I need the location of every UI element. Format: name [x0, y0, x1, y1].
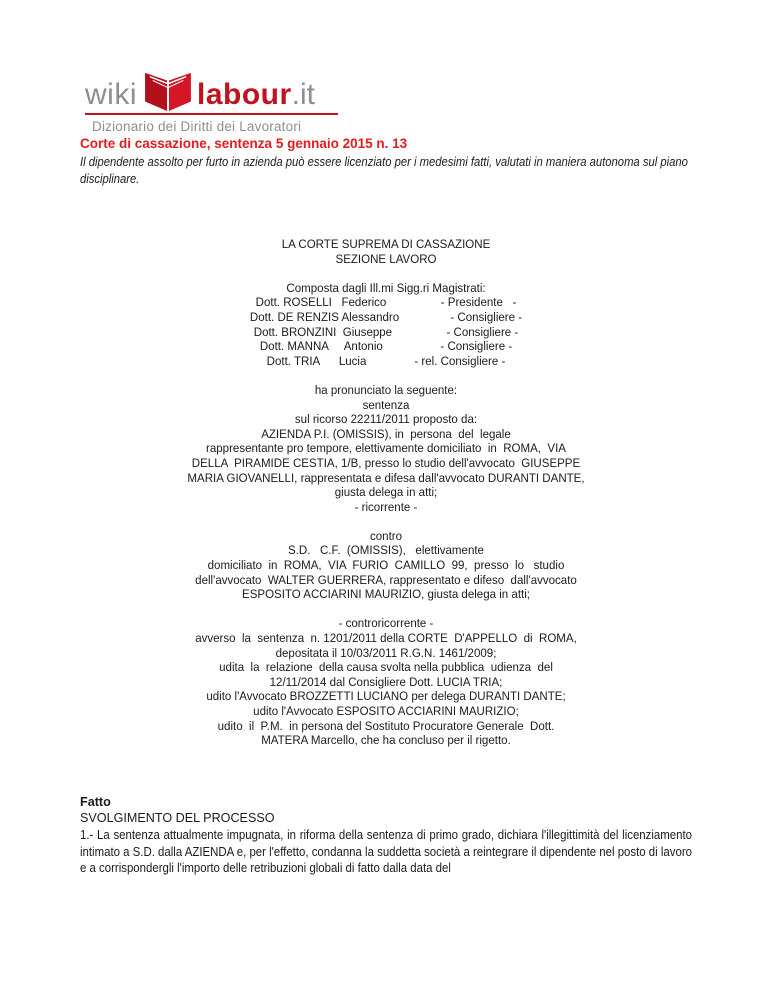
- court-line: Composta dagli Ill.mi Sigg.ri Magistrati:: [286, 280, 486, 295]
- logo-tagline: Dizionario dei Diritti dei Lavoratori: [92, 119, 302, 134]
- fatto-paragraph: 1.- La sentenza attualmente impugnata, in riforma della sentenza di primo grado, dichiara l'illegittimità del licenziamento intimato a S.D. dalla AZIENDA e, per l'effetto, condanna la suddetta società a reintegrare il dipendente nel posto di lavoro e a corrispondergli l'importo delle retribuzioni globali di fatto dalla data del: [80, 827, 692, 876]
- logo-labour-text: labour: [197, 78, 292, 111]
- fatto-subheading: SVOLGIMENTO DEL PROCESSO: [80, 811, 275, 826]
- court-line: [80, 514, 692, 529]
- court-line: - controricorrente -: [338, 616, 434, 631]
- court-line: S.D. C.F. (OMISSIS), elettivamente: [288, 543, 484, 558]
- court-line: [80, 368, 692, 383]
- court-line: AZIENDA P.I. (OMISSIS), in persona del legale: [261, 426, 511, 441]
- court-line: MATERA Marcello, che ha concluso per il rigetto.: [261, 733, 511, 748]
- court-line: depositata il 10/03/2011 R.G.N. 1461/2009;: [275, 645, 497, 660]
- court-line: udito il P.M. in persona del Sostituto Procuratore Generale Dott.: [217, 718, 555, 733]
- court-line: Dott. TRIA Lucia - rel. Consigliere -: [266, 353, 506, 368]
- fatto-heading: Fatto: [80, 794, 111, 809]
- wikilabour-logo[interactable]: [85, 70, 338, 134]
- court-line: LA CORTE SUPREMA DI CASSAZIONE: [281, 237, 491, 251]
- court-line: Dott. DE RENZIS Alessandro - Consigliere -: [249, 309, 523, 324]
- logo-divider: [85, 113, 338, 115]
- court-line: [80, 266, 692, 281]
- court-line: [80, 602, 692, 617]
- court-line: sul ricorso 22211/2011 proposto da:: [294, 412, 478, 427]
- court-line: MARIA GIOVANELLI, rappresentata e difesa dall'avvocato DURANTI DANTE,: [187, 470, 585, 485]
- court-line: ESPOSITO ACCIARINI MAURIZIO, giusta delega in atti;: [242, 587, 530, 602]
- court-line: udito l'Avvocato ESPOSITO ACCIARINI MAURIZIO;: [253, 704, 519, 718]
- court-line: avverso la sentenza n. 1201/2011 della CORTE D'APPELLO di ROMA,: [195, 631, 577, 646]
- court-line: sentenza: [362, 397, 410, 412]
- logo-wiki-text: wiki: [85, 78, 137, 111]
- court-line: udita la relazione della causa svolta nella pubblica udienza del: [219, 660, 553, 675]
- fatto-section: [80, 794, 692, 877]
- sentence-abstract: Il dipendente assolto per furto in azienda può essere licenziato per i medesimi fatti, valutati in maniera autonoma sul piano disciplinare.: [80, 155, 688, 186]
- court-line: dell'avvocato WALTER GUERRERA, rappresentato e difeso dall'avvocato: [195, 572, 577, 587]
- logo-tld-text: .it: [291, 78, 316, 111]
- court-line: SEZIONE LAVORO: [335, 251, 437, 266]
- court-line: - ricorrente -: [354, 499, 418, 514]
- court-line: Dott. BRONZINI Giuseppe - Consigliere -: [253, 324, 519, 339]
- court-line: Dott. MANNA Antonio - Consigliere -: [259, 339, 513, 354]
- sentence-title: Corte di cassazione, sentenza 5 gennaio 2015 n. 13: [80, 136, 408, 151]
- court-line: ha pronunciato la seguente:: [314, 382, 458, 397]
- court-line: contro: [369, 528, 403, 543]
- open-book-icon: [142, 70, 194, 112]
- court-line: domiciliato in ROMA, VIA FURIO CAMILLO 99, presso lo studio: [207, 558, 565, 573]
- court-line: rappresentante pro tempore, elettivamente domiciliato in ROMA, VIA: [206, 441, 566, 456]
- court-line: Dott. ROSELLI Federico - Presidente -: [255, 295, 517, 310]
- court-line: udito l'Avvocato BROZZETTI LUCIANO per delega DURANTI DANTE;: [206, 689, 566, 704]
- court-line: DELLA PIRAMIDE CESTIA, 1/B, presso lo studio dell'avvocato GIUSEPPE: [191, 455, 581, 470]
- court-line: giusta delega in atti;: [334, 485, 438, 500]
- logo-row: [85, 70, 338, 111]
- document-body: [80, 136, 692, 877]
- court-line: 12/11/2014 dal Consigliere Dott. LUCIA TRIA;: [269, 674, 503, 689]
- court-preamble: [80, 237, 692, 748]
